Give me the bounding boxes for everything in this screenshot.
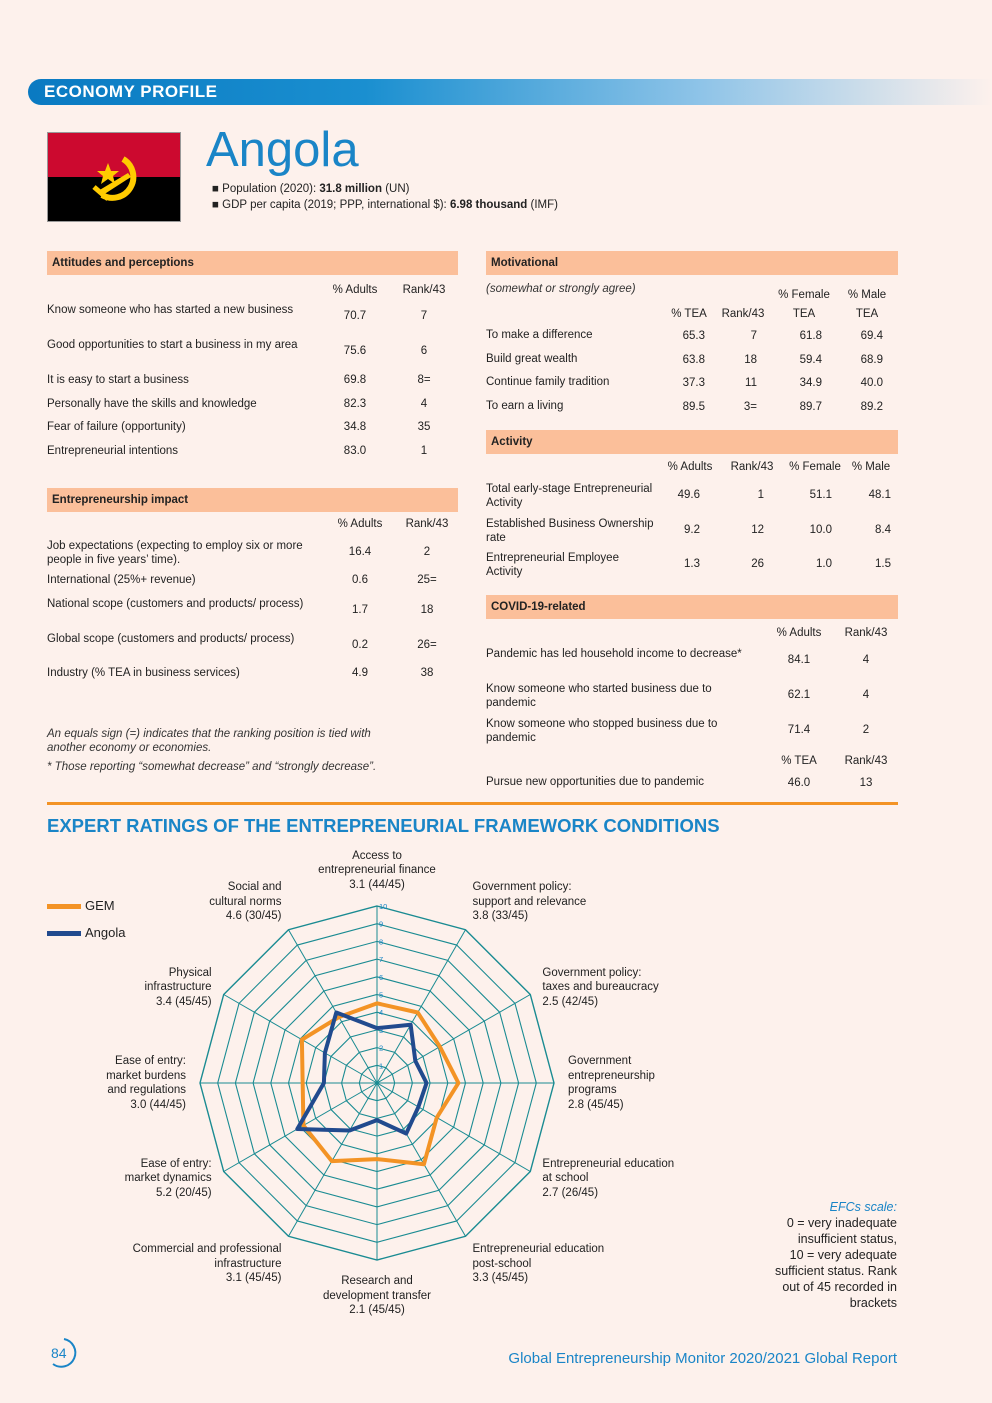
table-row-label: Industry (% TEA in business services) bbox=[47, 667, 240, 679]
table-cell: 10.0 bbox=[809, 524, 832, 536]
col-header: % Adults bbox=[776, 627, 822, 639]
radar-axis-label bbox=[473, 880, 673, 924]
radar-axis-label bbox=[473, 1242, 673, 1286]
table-cell: 8.4 bbox=[875, 524, 891, 536]
table-cell: 51.1 bbox=[809, 489, 832, 501]
radar-tick-label: 7 bbox=[379, 955, 384, 965]
radar-tick-label: 8 bbox=[379, 937, 384, 947]
table-cell: 70.7 bbox=[343, 310, 367, 322]
efc-title: EXPERT RATINGS OF THE ENTREPRENEURIAL FRAMEWORK CONDITIONS bbox=[47, 815, 720, 836]
radar-axis-label-line: market burdens bbox=[106, 1069, 186, 1082]
note-asterisk: * Those reporting “somewhat decrease” and “strongly decrease”. bbox=[47, 761, 377, 773]
radar-tick-label: 10 bbox=[379, 902, 388, 911]
table-cell: 49.6 bbox=[677, 489, 700, 501]
radar-axis-label-line: Entrepreneurial education bbox=[542, 1157, 675, 1170]
gdp-stat: ■ GDP per capita (2019; PPP, international $): 6.98 thousand (IMF) bbox=[212, 199, 558, 211]
radar-axis-label-line: Government policy: bbox=[542, 966, 642, 979]
col-header: Rank/43 bbox=[730, 461, 774, 473]
table-cell: 75.6 bbox=[343, 345, 367, 357]
radar-axis-label-line: Access to bbox=[352, 849, 402, 862]
radar-tick-label: 1 bbox=[379, 1061, 384, 1071]
radar-axis-label-line: entrepreneurial finance bbox=[318, 864, 436, 876]
radar-axis-label-line: infrastructure bbox=[144, 981, 212, 994]
table-cell: 12 bbox=[751, 524, 764, 536]
table-row-label: Entrepreneurial intentions bbox=[47, 445, 179, 457]
scale-note-line: 10 = very adequate bbox=[789, 1247, 897, 1262]
table-cell: 61.8 bbox=[799, 330, 822, 342]
table-row-label: Total early-stage Entrepreneurial Activity bbox=[486, 483, 653, 509]
table-cell: 1 bbox=[420, 445, 428, 457]
table-cell: 59.4 bbox=[799, 354, 822, 366]
table-row-label: Job expectations (expecting to employ six or more people in five years’ time). bbox=[47, 540, 303, 566]
table-cell: 25= bbox=[417, 574, 437, 586]
radar-axis-label-line: 3.1 (44/45) bbox=[349, 878, 405, 891]
col-header: % TEA bbox=[781, 755, 817, 767]
radar-tick-label: 9 bbox=[379, 919, 384, 929]
col-header: % Female bbox=[778, 289, 830, 301]
table-row-label: National scope (customers and products/ process) bbox=[47, 598, 304, 610]
table-cell: 82.3 bbox=[343, 398, 367, 410]
col-header: % Male bbox=[851, 461, 891, 473]
table-cell: 1.7 bbox=[352, 604, 368, 616]
radar-axis-label-line: Research and bbox=[341, 1275, 413, 1287]
radar-tick-label: 5 bbox=[379, 990, 384, 1000]
radar-axis-label-line: Ease of entry: bbox=[140, 1157, 212, 1170]
table-cell: 46.0 bbox=[787, 777, 811, 789]
table-cell: 34.8 bbox=[343, 421, 367, 433]
scale-note-title: EFCs scale: bbox=[829, 1200, 897, 1214]
table-row-label: Fear of failure (opportunity) bbox=[47, 421, 186, 433]
radar-axis-label-line: infrastructure bbox=[214, 1257, 282, 1270]
radar-axis-label-line: 2.8 (45/45) bbox=[568, 1098, 624, 1111]
scale-note-line: 0 = very inadequate bbox=[786, 1215, 897, 1230]
col-header: Rank/43 bbox=[405, 518, 449, 530]
radar-axis-label-line: Government bbox=[568, 1055, 632, 1067]
table-cell: 4 bbox=[862, 654, 870, 666]
table-cell: 26 bbox=[751, 558, 764, 570]
table-cell: 89.7 bbox=[799, 401, 822, 413]
radar-tick-label: 3 bbox=[379, 1025, 384, 1035]
radar-axis-label-line: taxes and bureaucracy bbox=[542, 981, 659, 994]
radar-tick-label: 2 bbox=[379, 1043, 384, 1053]
col-header: % Adults bbox=[332, 284, 378, 296]
radar-axis-label-line: 2.1 (45/45) bbox=[349, 1304, 405, 1316]
radar-axis-label-line: and regulations bbox=[107, 1084, 186, 1096]
table-cell: 8= bbox=[417, 374, 431, 386]
banner-title: ECONOMY PROFILE bbox=[44, 82, 218, 101]
table-cell: 37.3 bbox=[682, 377, 705, 389]
table-row-label: Pandemic has led household income to decrease* bbox=[486, 648, 742, 660]
table-cell: 9.2 bbox=[684, 524, 700, 536]
table-cell: 3= bbox=[743, 401, 757, 413]
col-header: Rank/43 bbox=[844, 627, 888, 639]
table-cell: 69.4 bbox=[860, 330, 883, 342]
table-cell: 4.9 bbox=[352, 667, 368, 679]
radar-axis-label-line: 3.1 (45/45) bbox=[225, 1272, 282, 1285]
note-equals: An equals sign (=) indicates that the ranking position is tied with another economy or economies. bbox=[47, 728, 371, 754]
radar-axis-label-line: Government policy: bbox=[472, 881, 572, 894]
radar-axis-label-line: programs bbox=[568, 1084, 617, 1096]
radar-axis-label bbox=[297, 849, 457, 893]
motivational-subtitle: (somewhat or strongly agree) bbox=[486, 283, 636, 295]
radar-axis-label-line: 3.0 (44/45) bbox=[130, 1098, 186, 1111]
table-cell: 62.1 bbox=[787, 689, 811, 701]
table-cell: 7 bbox=[750, 330, 757, 342]
table-cell: 63.8 bbox=[682, 354, 705, 366]
radar-axis-label-line: support and relevance bbox=[472, 895, 587, 908]
table-cell: 68.9 bbox=[860, 354, 883, 366]
table-row-label: International (25%+ revenue) bbox=[47, 574, 196, 586]
col-header: TEA bbox=[855, 308, 879, 320]
table-cell: 1 bbox=[757, 489, 764, 501]
col-header: % Male bbox=[847, 289, 887, 301]
scale-note-line: out of 45 recorded in bbox=[782, 1279, 897, 1294]
radar-axis-label-line: market dynamics bbox=[124, 1172, 212, 1185]
table-row-label: Continue family tradition bbox=[486, 376, 610, 388]
table-cell: 18 bbox=[420, 604, 434, 616]
table-row-label: Know someone who stopped business due to pandemic bbox=[486, 718, 718, 744]
radar-axis-label-line: Physical bbox=[168, 966, 212, 979]
radar-axis-label bbox=[82, 880, 282, 924]
table-row-label: To make a difference bbox=[486, 329, 593, 341]
scale-note-line: insufficient status, bbox=[797, 1231, 897, 1246]
table-cell: 6 bbox=[420, 345, 428, 357]
attitudes-header: Attitudes and perceptions bbox=[47, 251, 458, 275]
radar-axis-label-line: 3.3 (45/45) bbox=[472, 1272, 529, 1285]
legend-label-gem: GEM bbox=[85, 898, 115, 913]
table-cell: 84.1 bbox=[787, 654, 811, 666]
table-cell: 2 bbox=[423, 546, 431, 558]
table-cell: 34.9 bbox=[799, 377, 822, 389]
population-stat: ■ Population (2020): 31.8 million (UN) bbox=[212, 183, 410, 195]
radar-axis-label bbox=[12, 966, 212, 1010]
table-cell: 89.2 bbox=[860, 401, 883, 413]
table-cell: 7 bbox=[420, 310, 428, 322]
radar-axis-label bbox=[82, 1242, 282, 1286]
table-row-label: Pursue new opportunities due to pandemic bbox=[486, 776, 705, 788]
table-row-label: Entrepreneurial Employee Activity bbox=[486, 552, 619, 578]
radar-axis-label bbox=[12, 1157, 212, 1201]
table-row-label: Build great wealth bbox=[486, 353, 578, 365]
table-cell: 89.5 bbox=[682, 401, 705, 413]
radar-axis-label-line: Commercial and professional bbox=[132, 1243, 282, 1256]
table-cell: 40.0 bbox=[860, 377, 883, 389]
col-header: % TEA bbox=[671, 308, 707, 320]
col-header: % Adults bbox=[667, 461, 713, 473]
col-header: Rank/43 bbox=[402, 284, 446, 296]
radar-axis-label-line: 3.4 (45/45) bbox=[155, 995, 212, 1008]
radar-axis-label bbox=[0, 1054, 186, 1112]
col-header: TEA bbox=[792, 308, 816, 320]
radar-axis-label-line: development transfer bbox=[322, 1289, 432, 1302]
radar-axis-label-line: at school bbox=[542, 1172, 589, 1185]
table-cell: 38 bbox=[420, 667, 434, 679]
table-row-label: Know someone who started business due to pandemic bbox=[486, 683, 712, 709]
table-cell: 1.5 bbox=[875, 558, 891, 570]
radar-axis-label-line: 4.6 (30/45) bbox=[225, 910, 282, 923]
table-cell: 18 bbox=[744, 354, 757, 366]
table-cell: 26= bbox=[417, 639, 437, 651]
legend-label-angola: Angola bbox=[85, 925, 126, 940]
radar-axis-label-line: cultural norms bbox=[209, 895, 282, 908]
col-header: Rank/43 bbox=[721, 308, 765, 320]
country-name: Angola bbox=[206, 123, 359, 177]
motivational-header: Motivational bbox=[486, 251, 898, 275]
radar-axis-label-line: Entrepreneurial education bbox=[472, 1243, 605, 1256]
activity-header: Activity bbox=[486, 430, 898, 454]
table-row-label: To earn a living bbox=[486, 400, 564, 412]
table-row-label: Established Business Ownership rate bbox=[486, 518, 654, 544]
radar-axis-label bbox=[542, 1157, 742, 1201]
table-cell: 2 bbox=[862, 724, 870, 736]
footer-text: Global Entrepreneurship Monitor 2020/2021 Global Report bbox=[508, 1350, 897, 1367]
radar-tick-label: 6 bbox=[379, 972, 384, 982]
radar-axis-label-line: 2.5 (42/45) bbox=[542, 995, 599, 1008]
scale-note-line: brackets bbox=[849, 1295, 897, 1310]
table-row-label: Good opportunities to start a business in my area bbox=[47, 339, 298, 351]
table-row-label: Know someone who has started a new business bbox=[47, 304, 294, 316]
table-cell: 35 bbox=[417, 421, 431, 433]
table-cell: 4 bbox=[420, 398, 428, 410]
radar-axis-label-line: 3.8 (33/45) bbox=[472, 910, 529, 923]
table-cell: 1.3 bbox=[684, 558, 700, 570]
radar-axis-label bbox=[297, 1274, 457, 1318]
radar-axis-label-line: 2.7 (26/45) bbox=[542, 1186, 599, 1199]
table-row-label: Global scope (customers and products/ process) bbox=[47, 633, 295, 645]
col-header: % Adults bbox=[337, 518, 383, 530]
scale-note-line: sufficient status. Rank bbox=[774, 1263, 897, 1278]
table-cell: 4 bbox=[862, 689, 870, 701]
table-cell: 83.0 bbox=[343, 445, 367, 457]
table-cell: 71.4 bbox=[787, 724, 811, 736]
covid-header: COVID-19-related bbox=[486, 595, 898, 619]
table-row-label: Personally have the skills and knowledge bbox=[47, 398, 257, 410]
table-row-label: It is easy to start a business bbox=[47, 374, 189, 386]
radar-tick-label: 4 bbox=[379, 1008, 384, 1018]
table-cell: 1.0 bbox=[816, 558, 832, 570]
radar-axis-label-line: 5.2 (20/45) bbox=[155, 1186, 212, 1199]
radar-axis-label-line: Ease of entry: bbox=[115, 1055, 186, 1067]
table-cell: 11 bbox=[745, 377, 757, 389]
table-cell: 69.8 bbox=[343, 374, 367, 386]
table-cell: 0.2 bbox=[352, 639, 368, 651]
radar-axis-label bbox=[568, 1054, 768, 1112]
scale-note bbox=[775, 1200, 897, 1311]
page-number: 84 bbox=[51, 1345, 67, 1361]
col-header: Rank/43 bbox=[844, 755, 888, 767]
table-cell: 13 bbox=[859, 777, 873, 789]
radar-axis-label-line: post-school bbox=[472, 1257, 532, 1270]
impact-header: Entrepreneurship impact bbox=[47, 488, 458, 512]
table-cell: 16.4 bbox=[348, 546, 372, 558]
radar-axis-label-line: Social and bbox=[227, 881, 282, 894]
table-cell: 65.3 bbox=[682, 330, 705, 342]
col-header: % Female bbox=[789, 461, 841, 473]
table-cell: 48.1 bbox=[868, 489, 891, 501]
radar-axis-label-line: entrepreneurship bbox=[568, 1069, 655, 1082]
radar-axis-label bbox=[542, 966, 742, 1010]
table-cell: 0.6 bbox=[352, 574, 368, 586]
